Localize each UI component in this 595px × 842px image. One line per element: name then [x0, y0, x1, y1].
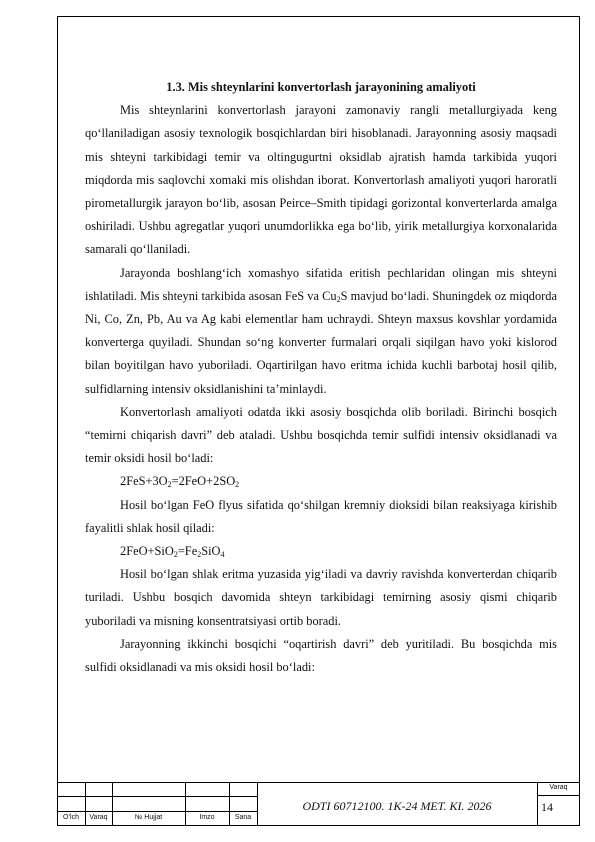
- paragraph-4: Hosil bo‘lgan FeO flyus sifatida qo‘shilgan kremniy dioksidi bilan reaksiyaga kirishib fayalitli shlak hosil qiladi:: [85, 497, 557, 535]
- paragraph-6: Jarayonning ikkinchi bosqichi “oqartirish davri” deb yuritiladi. Bu bosqichda mis sulfidi oksidlanadi va mis oksidi hosil bo‘ladi:: [85, 636, 557, 675]
- paragraph-5: Hosil bo‘lgan shlak eritma yuzasida yig‘iladi va davriy ravishda konverterdan chiqarib turiladi. Ushbu bosqich davomida shteyn tarkibidagi temirning asosiy qismi chiqarib yuboriladi va misning konsentratsiyasi ortib boradi.: [85, 567, 557, 628]
- col-sana-label: Sana: [234, 814, 252, 821]
- formula-2: $2FeO+SiO_2=Fe_2SiO_4$: [120, 544, 225, 560]
- col-varaq-label: Varaq: [89, 814, 108, 821]
- title-block: [57, 782, 580, 826]
- sheet-label: Varaq: [549, 784, 568, 791]
- paragraph-3: Konvertorlash amaliyoti odatda ikki asosiy bosqichda olib boriladi. Birinchi bosqich “temirni chiqarish davri” deb ataladi. Ushbu bosqichda temir sulfidi intensiv oksidlanadi va temir oksidi hosil bo‘ladi:: [85, 404, 557, 466]
- col-hujjat-label: № Hujjat: [134, 814, 163, 821]
- formula-1: $2FeS+3O_2=2FeO+2SO_2$: [120, 474, 240, 490]
- document-body: [85, 76, 557, 679]
- col-imzo-label: Imzo: [199, 814, 215, 821]
- col-olch-label: O‘lch: [63, 814, 79, 821]
- page-number: 14: [541, 800, 553, 814]
- paragraph-2: Jarayonda boshlang‘ich xomashyo sifatida eritish pechlaridan olingan mis shteyni ishlatiladi. Mis shteyni tarkibida asosan FeS va $Cu_2S$ mavjud bo‘ladi. Shuningdek oz miqdorda Ni, Co, Zn, Pb, Au va Ag kabi elementlar ham uchraydi. Shteyn maxsus kovshlar yordamida konverterga quyiladi. Shundan so‘ng konverter furmalari orqali siqilgan havo yoki kislorod bilan boyitilgan havo yuboriladi. Oqartirilgan havo eritma ichida kuchli barbotaj hosil qilib, sulfidlarning intensiv oksidlanishini ta’minlaydi.: [85, 265, 557, 396]
- paragraph-1: Mis shteynlarini konvertorlash jarayoni zamonaviy rangli metallurgiyada keng qo‘llaniladigan asosiy texnologik bosqichlardan biri hisoblanadi. Jarayonning asosiy maqsadi mis shteyni tarkibidagi temir va oltingugurtni oksidlab ajratish hamda tarkibida yuqori miqdorda mis saqlovchi xomaki mis olishdan iborat. Konvertorlash amaliyoti yuqori haroratli pirometallurgik jarayon bo‘lib, asosan Peirce–Smith tipidagi gorizontal konverterlarda amalga oshiriladi. Ushbu agregatlar yuqori unumdorlikka ega bo‘lib, yirik metallurgiya korxonalarida samarali qo‘llaniladi.: [85, 103, 557, 257]
- section-heading: 1.3. Mis shteynlarini konvertorlash jarayonining amaliyoti: [166, 80, 476, 94]
- document-code: ODTI 60712100. 1K-24 MET. KI. 2026: [302, 799, 492, 813]
